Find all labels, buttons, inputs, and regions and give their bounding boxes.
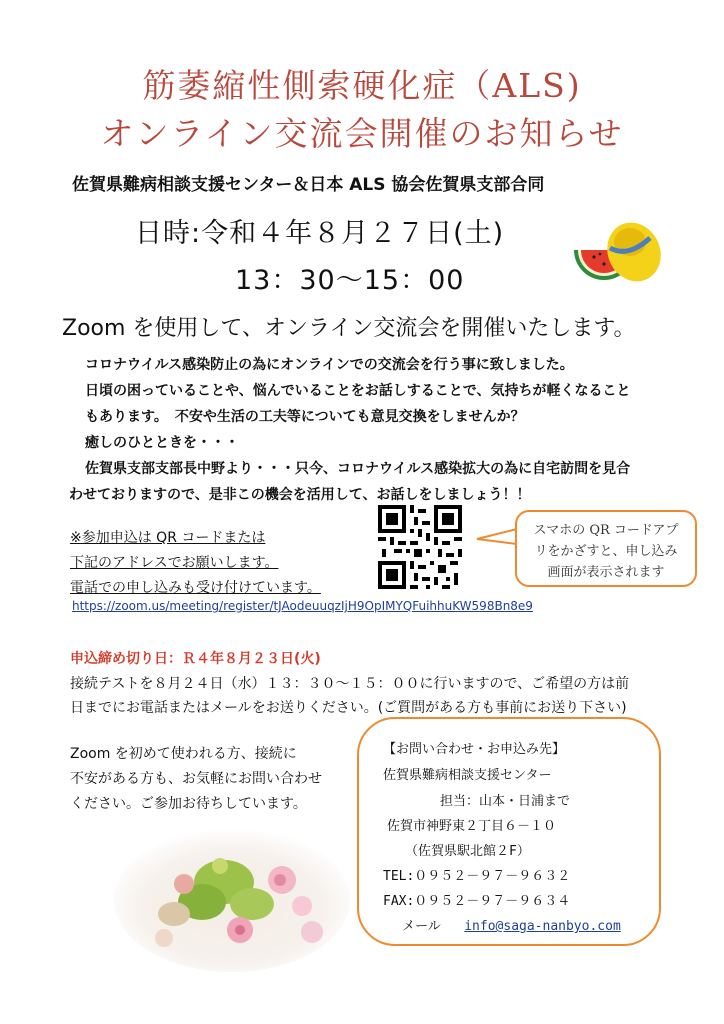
contact-address: 佐賀市神野東２丁目６－１０ <box>387 819 557 834</box>
contact-fax: FAX:０９５２－９７－９６３４ <box>383 894 571 909</box>
first-time-note: 不安がある方も、お気軽にお問い合わせ <box>70 771 322 787</box>
contact-mail-row <box>402 915 621 934</box>
body-line: 佐賀県支部支部長中野より・・・只今、コロナウイルス感染拡大の為に自宅訪問を見合 <box>85 461 631 477</box>
first-time-note: Zoom を初めて使われる方、接続に <box>70 746 297 762</box>
contact-building: （佐賀県駅北館２F） <box>405 844 530 859</box>
test-info-line: 日までにお電話またはメールをお送りください。(ご質問がある方も事前にお送り下さい) <box>70 700 627 716</box>
contact-staff: 担当：山本・日浦まで <box>440 794 571 809</box>
callout-line: スマホの QR コードアプ <box>533 523 679 538</box>
qr-code-icon[interactable] <box>378 505 462 589</box>
flower-bouquet-photo <box>112 822 352 972</box>
event-date: 日時:令和４年８月２７日(土) <box>135 218 505 249</box>
body-line: もあります。 不安や生活の工夫等についても意見交換をしませんか？ <box>85 409 525 425</box>
contact-mail-label: メール <box>402 919 441 934</box>
contact-tel: TEL:０９５２－９７－９６３２ <box>383 869 571 884</box>
title-line-1: 筋萎縮性側索硬化症（ALS) <box>142 66 582 105</box>
event-time: 13：30～15：00 <box>235 265 465 296</box>
title-line-2: オンライン交流会開催のお知らせ <box>100 114 624 153</box>
callout-line: 画面が表示されます <box>547 565 665 580</box>
apply-instruction: ※参加申込は QR コードまたは <box>70 530 266 546</box>
body-line: わせておりますので、是非この機会を活用して、お話しをしましょう！！ <box>69 487 531 503</box>
contact-heading: 【お問い合わせ・お申込み先】 <box>383 742 566 757</box>
test-info-line: 接続テストを８月２４日（水）１３：３０～１５：００に行いますので、ご希望の方は前 <box>70 676 630 692</box>
organizer: 佐賀県難病相談支援センター＆日本 ALS 協会佐賀県支部合同 <box>72 175 545 195</box>
body-line: 日頃の困っていることや、悩んでいることをお話しすることで、気持ちが軽くなること <box>85 383 631 399</box>
callout-line: リをかざすと、申し込み <box>534 544 678 559</box>
apply-instruction: 下記のアドレスでお願いします。 <box>70 555 279 571</box>
first-time-note: ください。ご参加お待ちしています。 <box>70 796 307 812</box>
watermelon-hat-icon <box>570 212 662 288</box>
callout-tail <box>475 527 519 547</box>
deadline-text: 申込締め切り日：Ｒ４年８月２３日(火) <box>70 651 321 667</box>
contact-org: 佐賀県難病相談支援センター <box>383 768 552 783</box>
qr-callout <box>515 510 697 587</box>
registration-url-link[interactable]: https://zoom.us/meeting/register/tJAodeuuqzIjH9OpIMYQFuihhuKW598Bn8e9 <box>72 599 533 613</box>
lead-text: Zoom を使用して、オンライン交流会を開催いたします。 <box>62 316 636 341</box>
body-line: 癒しのひとときを・・・ <box>85 435 239 451</box>
contact-mail-link[interactable]: info@saga-nanbyo.com <box>464 919 621 934</box>
apply-instruction: 電話での申し込みも受け付けています。 <box>70 580 321 596</box>
body-line: コロナウイルス感染防止の為にオンラインでの交流会を行う事に致しました。 <box>85 357 574 373</box>
